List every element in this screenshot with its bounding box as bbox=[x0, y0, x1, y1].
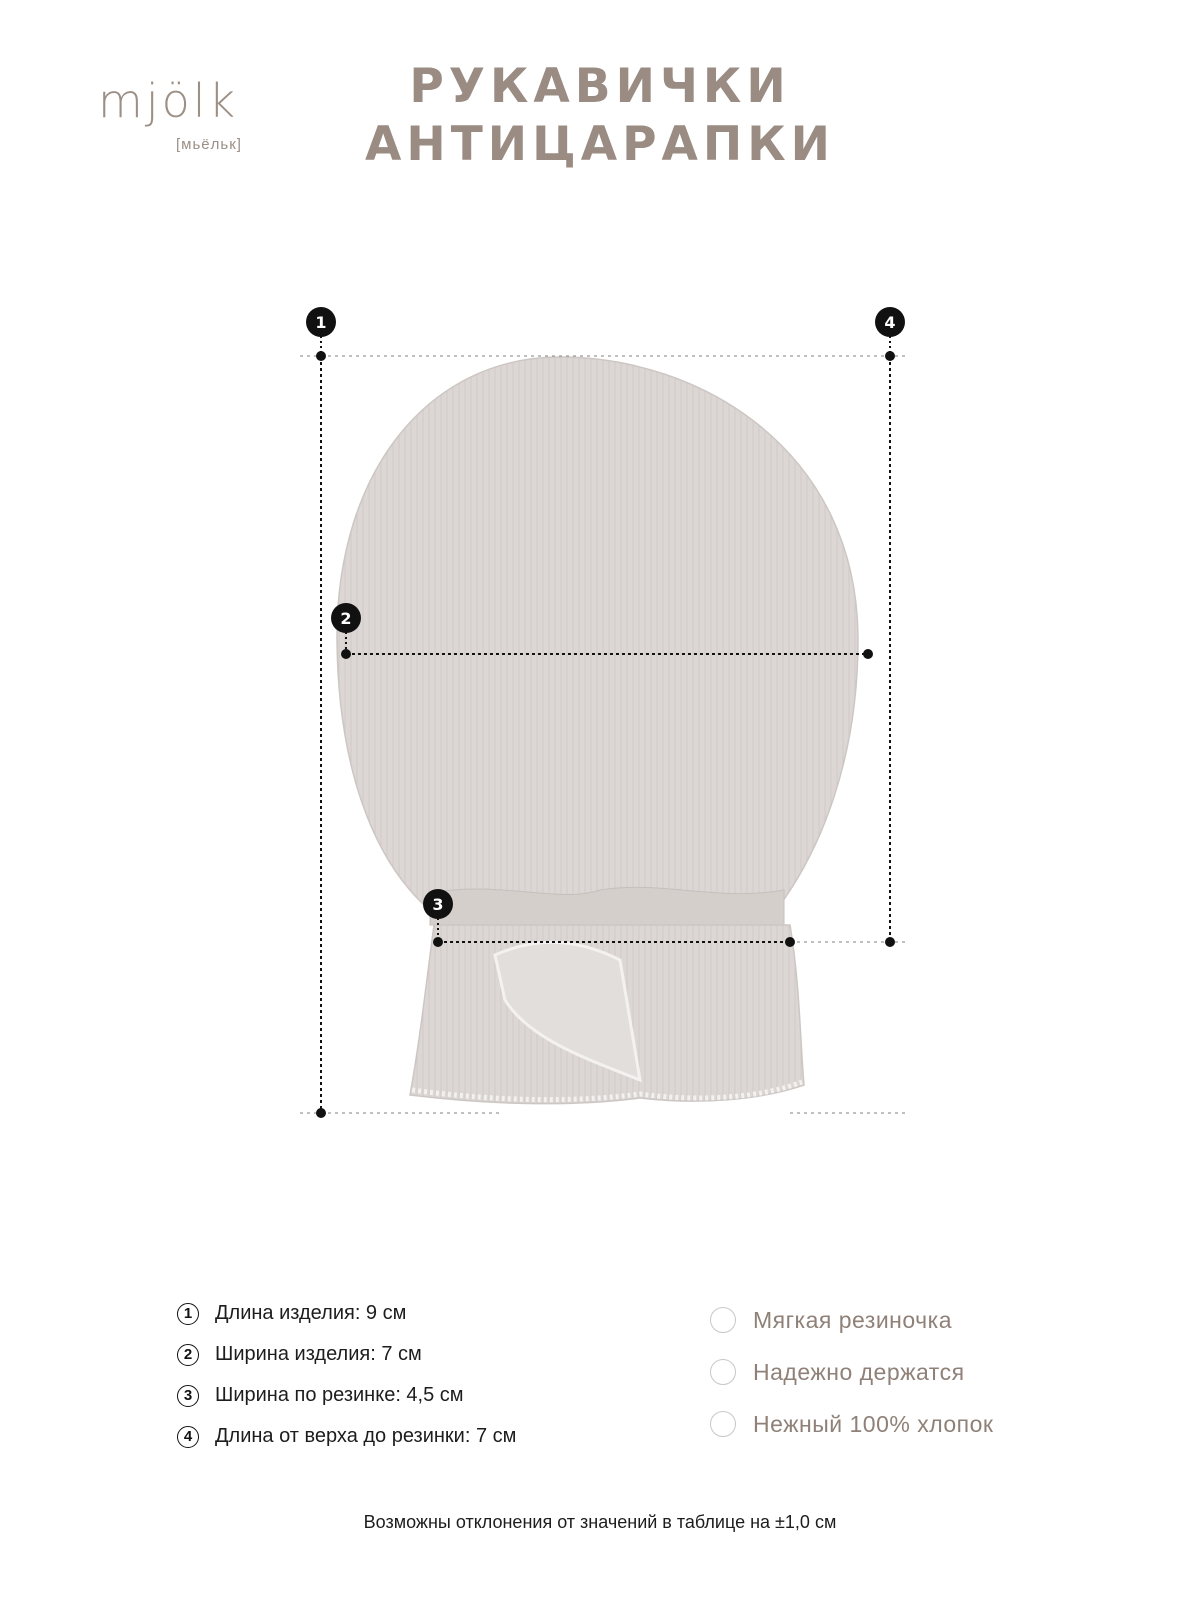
spec-number: 2 bbox=[177, 1344, 199, 1366]
marker-3-label: 3 bbox=[432, 895, 444, 914]
circle-bullet-icon bbox=[710, 1359, 736, 1385]
logo-transcription: [мьёльк] bbox=[176, 136, 242, 153]
feature-text: Нежный 100% хлопок bbox=[753, 1410, 994, 1437]
feature-text: Мягкая резиночка bbox=[753, 1306, 953, 1333]
circle-bullet-icon bbox=[710, 1307, 736, 1333]
spec-text: Ширина изделия: 7 см bbox=[215, 1343, 422, 1365]
measurements-list bbox=[177, 1293, 516, 1457]
measure-line-4 bbox=[885, 351, 895, 947]
feature-item bbox=[710, 1346, 994, 1398]
spec-row-length bbox=[177, 1293, 516, 1334]
feature-text: Надежно держатся bbox=[753, 1358, 965, 1385]
circle-bullet-icon bbox=[710, 1411, 736, 1437]
marker-2-label: 2 bbox=[340, 609, 352, 628]
title-line-2: АНТИЦАРАПКИ bbox=[365, 117, 835, 172]
spec-number: 4 bbox=[177, 1426, 199, 1448]
marker-4 bbox=[875, 307, 905, 356]
marker-4-label: 4 bbox=[884, 313, 896, 332]
mitten-body bbox=[337, 357, 858, 912]
spec-text: Длина от верха до резинки: 7 см bbox=[215, 1425, 517, 1447]
marker-1 bbox=[306, 307, 336, 356]
title-line-1: РУКАВИЧКИ bbox=[409, 59, 791, 114]
measure-line-1 bbox=[316, 351, 326, 1118]
spec-text: Ширина по резинке: 4,5 см bbox=[215, 1384, 464, 1406]
spec-row-width bbox=[177, 1334, 516, 1375]
spec-row-top-to-elastic bbox=[177, 1416, 516, 1457]
logo-wordmark: mjölk bbox=[98, 74, 239, 128]
spec-text: Длина изделия: 9 см bbox=[215, 1302, 407, 1324]
feature-item bbox=[710, 1294, 994, 1346]
spec-number: 3 bbox=[177, 1385, 199, 1407]
spec-row-elastic-width bbox=[177, 1375, 516, 1416]
tolerance-note: Возможны отклонения от значений в таблице на ±1,0 см bbox=[363, 1512, 837, 1532]
feature-item bbox=[710, 1398, 994, 1450]
marker-1-label: 1 bbox=[315, 313, 327, 332]
features-list bbox=[710, 1294, 994, 1450]
spec-number: 1 bbox=[177, 1303, 199, 1325]
